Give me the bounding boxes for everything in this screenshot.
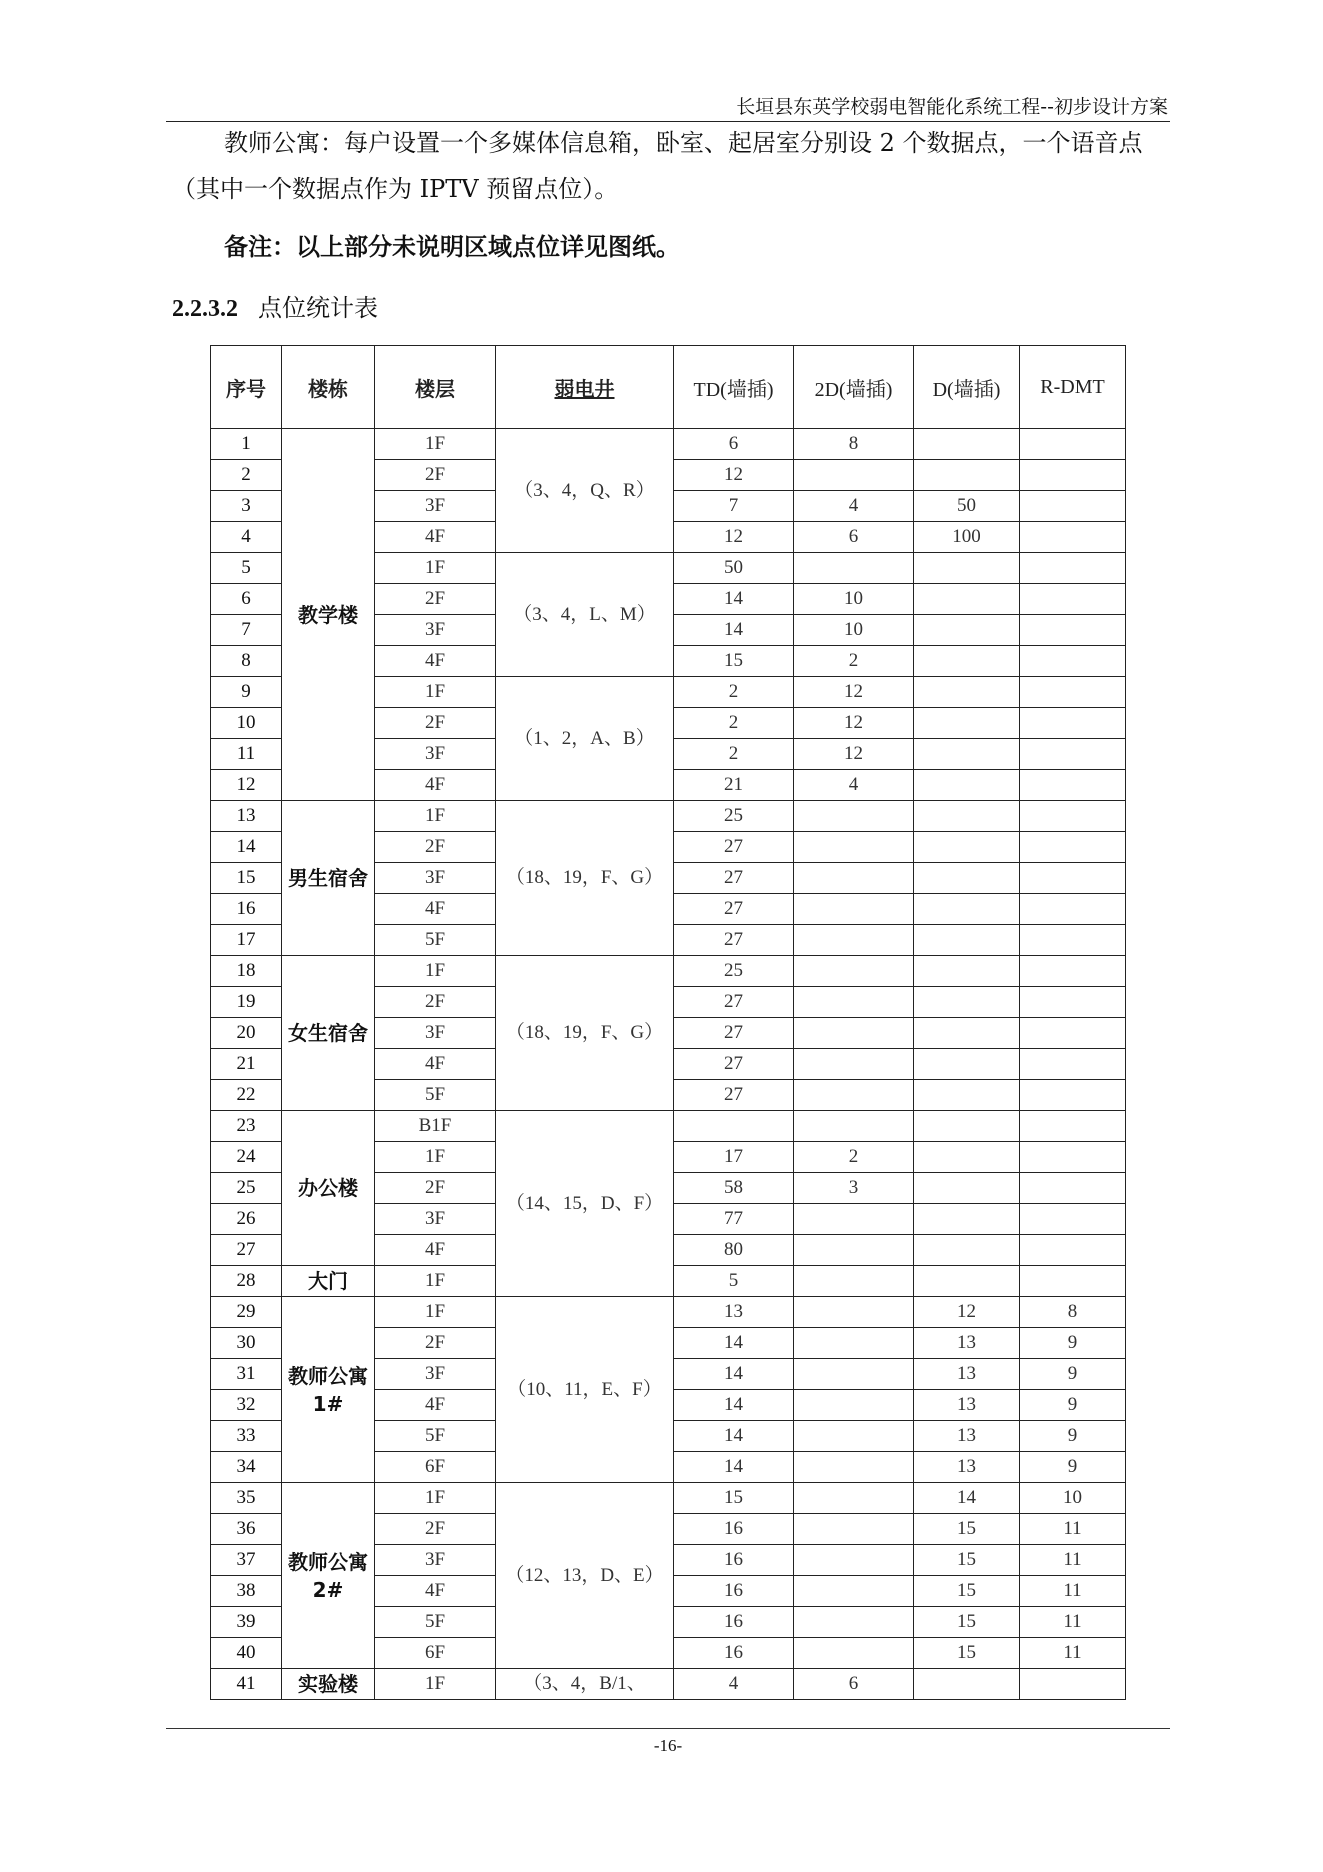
cell-2d: 6 — [794, 1669, 914, 1700]
cell-d: 13 — [914, 1390, 1020, 1421]
cell-index: 2 — [211, 460, 282, 491]
cell-floor: B1F — [375, 1111, 496, 1142]
cell-floor: 5F — [375, 1421, 496, 1452]
cell-td: 27 — [674, 1018, 794, 1049]
cell-index: 23 — [211, 1111, 282, 1142]
cell-2d — [794, 1483, 914, 1514]
cell-rdmt — [1020, 584, 1126, 615]
cell-rdmt — [1020, 1142, 1126, 1173]
cell-td: 16 — [674, 1638, 794, 1669]
cell-shaft: （18、19，F、G） — [496, 956, 674, 1111]
cell-d — [914, 460, 1020, 491]
cell-2d — [794, 1235, 914, 1266]
table-row — [211, 1111, 1126, 1142]
cell-floor: 3F — [375, 739, 496, 770]
cell-td: 14 — [674, 1452, 794, 1483]
cell-td: 15 — [674, 646, 794, 677]
cell-td: 27 — [674, 863, 794, 894]
cell-d — [914, 1235, 1020, 1266]
cell-index: 8 — [211, 646, 282, 677]
cell-floor: 5F — [375, 1080, 496, 1111]
cell-index: 38 — [211, 1576, 282, 1607]
cell-rdmt — [1020, 1669, 1126, 1700]
cell-2d — [794, 1421, 914, 1452]
cell-index: 19 — [211, 987, 282, 1018]
cell-shaft: （3、4，L、M） — [496, 553, 674, 677]
cell-d — [914, 770, 1020, 801]
cell-td: 6 — [674, 429, 794, 460]
cell-td: 14 — [674, 1328, 794, 1359]
cell-rdmt — [1020, 1266, 1126, 1297]
cell-building: 办公楼 — [282, 1111, 375, 1266]
cell-d: 14 — [914, 1483, 1020, 1514]
header-rdmt: R-DMT — [1020, 346, 1126, 429]
cell-index: 17 — [211, 925, 282, 956]
cell-floor: 4F — [375, 1235, 496, 1266]
cell-d — [914, 615, 1020, 646]
cell-rdmt — [1020, 1235, 1126, 1266]
cell-d — [914, 1669, 1020, 1700]
cell-2d: 12 — [794, 708, 914, 739]
cell-rdmt — [1020, 1080, 1126, 1111]
cell-td: 80 — [674, 1235, 794, 1266]
cell-td: 14 — [674, 1421, 794, 1452]
cell-2d — [794, 956, 914, 987]
cell-d — [914, 801, 1020, 832]
cell-rdmt — [1020, 863, 1126, 894]
cell-floor: 3F — [375, 1204, 496, 1235]
cell-building: 实验楼 — [282, 1669, 375, 1700]
cell-rdmt: 10 — [1020, 1483, 1126, 1514]
cell-rdmt: 9 — [1020, 1359, 1126, 1390]
cell-index: 36 — [211, 1514, 282, 1545]
cell-index: 21 — [211, 1049, 282, 1080]
cell-rdmt — [1020, 987, 1126, 1018]
table-row — [211, 1669, 1126, 1700]
cell-d: 12 — [914, 1297, 1020, 1328]
cell-floor: 1F — [375, 1483, 496, 1514]
cell-2d — [794, 987, 914, 1018]
table-body — [211, 429, 1126, 1700]
cell-index: 20 — [211, 1018, 282, 1049]
cell-floor: 4F — [375, 1049, 496, 1080]
page-header: 长垣县东英学校弱电智能化系统工程--初步设计方案 — [736, 96, 1168, 118]
cell-index: 16 — [211, 894, 282, 925]
cell-rdmt: 11 — [1020, 1638, 1126, 1669]
cell-index: 26 — [211, 1204, 282, 1235]
cell-2d: 10 — [794, 584, 914, 615]
cell-floor: 1F — [375, 1669, 496, 1700]
cell-d: 15 — [914, 1638, 1020, 1669]
paragraph-remark: 备注：以上部分未说明区域点位详见图纸。 — [224, 232, 680, 261]
cell-rdmt — [1020, 770, 1126, 801]
cell-td: 2 — [674, 708, 794, 739]
header-td: TD(墙插) — [674, 346, 794, 429]
point-statistics-table — [210, 345, 1126, 1700]
header-shaft — [496, 346, 674, 429]
cell-index: 32 — [211, 1390, 282, 1421]
cell-td: 27 — [674, 1049, 794, 1080]
cell-floor: 4F — [375, 646, 496, 677]
cell-rdmt — [1020, 925, 1126, 956]
cell-floor: 2F — [375, 1514, 496, 1545]
cell-index: 39 — [211, 1607, 282, 1638]
cell-floor: 4F — [375, 770, 496, 801]
cell-rdmt: 9 — [1020, 1452, 1126, 1483]
table-row — [211, 956, 1126, 987]
cell-d — [914, 956, 1020, 987]
cell-index: 6 — [211, 584, 282, 615]
cell-td: 77 — [674, 1204, 794, 1235]
cell-floor: 1F — [375, 553, 496, 584]
cell-td: 27 — [674, 987, 794, 1018]
cell-rdmt — [1020, 1204, 1126, 1235]
page-number: -16- — [653, 1736, 683, 1755]
cell-td: 15 — [674, 1483, 794, 1514]
cell-2d — [794, 1204, 914, 1235]
cell-floor: 3F — [375, 863, 496, 894]
cell-td: 12 — [674, 522, 794, 553]
cell-rdmt — [1020, 832, 1126, 863]
cell-floor: 6F — [375, 1638, 496, 1669]
cell-td: 2 — [674, 677, 794, 708]
cell-floor: 3F — [375, 1545, 496, 1576]
cell-td: 25 — [674, 956, 794, 987]
cell-index: 34 — [211, 1452, 282, 1483]
cell-building: 女生宿舍 — [282, 956, 375, 1111]
cell-d: 100 — [914, 522, 1020, 553]
cell-d: 15 — [914, 1576, 1020, 1607]
cell-index: 35 — [211, 1483, 282, 1514]
cell-td: 12 — [674, 460, 794, 491]
cell-index: 27 — [211, 1235, 282, 1266]
cell-d: 13 — [914, 1359, 1020, 1390]
cell-rdmt — [1020, 615, 1126, 646]
cell-d — [914, 708, 1020, 739]
cell-2d — [794, 1514, 914, 1545]
cell-2d — [794, 1545, 914, 1576]
cell-index: 24 — [211, 1142, 282, 1173]
cell-2d — [794, 801, 914, 832]
cell-d — [914, 1204, 1020, 1235]
cell-rdmt: 9 — [1020, 1421, 1126, 1452]
cell-floor: 3F — [375, 1018, 496, 1049]
cell-floor: 1F — [375, 677, 496, 708]
cell-index: 5 — [211, 553, 282, 584]
cell-2d: 6 — [794, 522, 914, 553]
cell-index: 10 — [211, 708, 282, 739]
cell-index: 14 — [211, 832, 282, 863]
cell-floor: 4F — [375, 894, 496, 925]
cell-2d — [794, 1452, 914, 1483]
cell-building: 男生宿舍 — [282, 801, 375, 956]
cell-td: 2 — [674, 739, 794, 770]
cell-td: 50 — [674, 553, 794, 584]
cell-floor: 4F — [375, 1576, 496, 1607]
cell-index: 30 — [211, 1328, 282, 1359]
cell-2d — [794, 1018, 914, 1049]
cell-td: 14 — [674, 1390, 794, 1421]
cell-floor: 2F — [375, 584, 496, 615]
cell-rdmt — [1020, 956, 1126, 987]
cell-td: 16 — [674, 1514, 794, 1545]
cell-d — [914, 925, 1020, 956]
cell-floor: 4F — [375, 1390, 496, 1421]
section-title: 点位统计表 — [258, 294, 378, 322]
cell-td: 16 — [674, 1607, 794, 1638]
cell-td: 7 — [674, 491, 794, 522]
cell-d — [914, 739, 1020, 770]
header-floor: 楼层 — [375, 346, 496, 429]
cell-2d — [794, 1297, 914, 1328]
cell-2d — [794, 925, 914, 956]
cell-building: 教师公寓 1# — [282, 1297, 375, 1483]
cell-td: 27 — [674, 832, 794, 863]
cell-index: 9 — [211, 677, 282, 708]
cell-td: 16 — [674, 1545, 794, 1576]
cell-floor: 2F — [375, 987, 496, 1018]
cell-index: 33 — [211, 1421, 282, 1452]
cell-rdmt: 11 — [1020, 1545, 1126, 1576]
cell-d — [914, 1018, 1020, 1049]
cell-rdmt — [1020, 801, 1126, 832]
cell-td: 25 — [674, 801, 794, 832]
cell-index: 22 — [211, 1080, 282, 1111]
cell-floor: 2F — [375, 708, 496, 739]
cell-td: 27 — [674, 925, 794, 956]
header-2d: 2D(墙插) — [794, 346, 914, 429]
cell-floor: 1F — [375, 1266, 496, 1297]
cell-rdmt — [1020, 429, 1126, 460]
cell-2d: 4 — [794, 770, 914, 801]
cell-rdmt — [1020, 894, 1126, 925]
header-shaft-label: 弱电井 — [554, 376, 615, 401]
cell-index: 40 — [211, 1638, 282, 1669]
cell-rdmt: 11 — [1020, 1607, 1126, 1638]
cell-shaft: （3、4，B/1、 — [496, 1669, 674, 1700]
cell-rdmt: 9 — [1020, 1328, 1126, 1359]
cell-td: 21 — [674, 770, 794, 801]
cell-td: 27 — [674, 1080, 794, 1111]
cell-d — [914, 1111, 1020, 1142]
cell-rdmt: 11 — [1020, 1514, 1126, 1545]
cell-shaft: （18、19，F、G） — [496, 801, 674, 956]
cell-2d — [794, 832, 914, 863]
cell-2d — [794, 1049, 914, 1080]
cell-2d — [794, 1328, 914, 1359]
cell-d — [914, 987, 1020, 1018]
cell-d: 13 — [914, 1328, 1020, 1359]
cell-index: 7 — [211, 615, 282, 646]
cell-index: 25 — [211, 1173, 282, 1204]
cell-2d: 3 — [794, 1173, 914, 1204]
cell-td — [674, 1111, 794, 1142]
cell-rdmt — [1020, 1049, 1126, 1080]
cell-floor: 3F — [375, 491, 496, 522]
cell-2d: 2 — [794, 646, 914, 677]
cell-floor: 5F — [375, 925, 496, 956]
cell-d — [914, 646, 1020, 677]
cell-shaft: （1、2，A、B） — [496, 677, 674, 801]
cell-2d — [794, 460, 914, 491]
cell-d: 13 — [914, 1452, 1020, 1483]
cell-d — [914, 894, 1020, 925]
cell-d — [914, 584, 1020, 615]
cell-d — [914, 863, 1020, 894]
table-row — [211, 801, 1126, 832]
cell-2d — [794, 1080, 914, 1111]
cell-floor: 2F — [375, 1328, 496, 1359]
cell-d: 15 — [914, 1514, 1020, 1545]
cell-td: 5 — [674, 1266, 794, 1297]
cell-2d: 12 — [794, 739, 914, 770]
cell-td: 14 — [674, 584, 794, 615]
cell-floor: 1F — [375, 956, 496, 987]
cell-d — [914, 1142, 1020, 1173]
table-row — [211, 1297, 1126, 1328]
cell-floor: 2F — [375, 1173, 496, 1204]
cell-2d — [794, 863, 914, 894]
header-index: 序号 — [211, 346, 282, 429]
cell-d — [914, 677, 1020, 708]
cell-rdmt — [1020, 1173, 1126, 1204]
cell-2d — [794, 1638, 914, 1669]
cell-rdmt — [1020, 646, 1126, 677]
cell-index: 12 — [211, 770, 282, 801]
cell-2d — [794, 553, 914, 584]
cell-d: 50 — [914, 491, 1020, 522]
cell-2d — [794, 1266, 914, 1297]
cell-d: 15 — [914, 1607, 1020, 1638]
cell-shaft: （10、11，E、F） — [496, 1297, 674, 1483]
cell-td: 58 — [674, 1173, 794, 1204]
cell-index: 28 — [211, 1266, 282, 1297]
cell-index: 29 — [211, 1297, 282, 1328]
cell-shaft: （14、15，D、F） — [496, 1111, 674, 1297]
cell-floor: 3F — [375, 615, 496, 646]
cell-floor: 1F — [375, 1142, 496, 1173]
cell-d — [914, 553, 1020, 584]
cell-rdmt — [1020, 739, 1126, 770]
cell-d — [914, 429, 1020, 460]
header-building: 楼栋 — [282, 346, 375, 429]
cell-td: 14 — [674, 615, 794, 646]
cell-td: 27 — [674, 894, 794, 925]
cell-index: 11 — [211, 739, 282, 770]
cell-2d — [794, 1607, 914, 1638]
cell-2d — [794, 894, 914, 925]
cell-building: 大门 — [282, 1266, 375, 1297]
cell-2d: 12 — [794, 677, 914, 708]
table-row — [211, 1483, 1126, 1514]
cell-floor: 4F — [375, 522, 496, 553]
cell-2d — [794, 1111, 914, 1142]
cell-rdmt — [1020, 553, 1126, 584]
table-header-row — [211, 346, 1126, 429]
cell-rdmt — [1020, 708, 1126, 739]
section-heading — [172, 288, 378, 323]
cell-index: 13 — [211, 801, 282, 832]
cell-2d: 10 — [794, 615, 914, 646]
cell-index: 15 — [211, 863, 282, 894]
cell-index: 31 — [211, 1359, 282, 1390]
cell-rdmt: 11 — [1020, 1576, 1126, 1607]
cell-rdmt — [1020, 677, 1126, 708]
cell-floor: 1F — [375, 801, 496, 832]
cell-td: 13 — [674, 1297, 794, 1328]
cell-floor: 3F — [375, 1359, 496, 1390]
cell-2d — [794, 1390, 914, 1421]
cell-index: 4 — [211, 522, 282, 553]
footer-divider — [166, 1728, 1170, 1729]
cell-td: 17 — [674, 1142, 794, 1173]
cell-floor: 1F — [375, 1297, 496, 1328]
cell-d: 15 — [914, 1545, 1020, 1576]
cell-rdmt: 9 — [1020, 1390, 1126, 1421]
cell-d — [914, 1173, 1020, 1204]
cell-2d: 2 — [794, 1142, 914, 1173]
cell-index: 3 — [211, 491, 282, 522]
cell-index: 18 — [211, 956, 282, 987]
cell-floor: 6F — [375, 1452, 496, 1483]
cell-d — [914, 1266, 1020, 1297]
cell-index: 41 — [211, 1669, 282, 1700]
cell-td: 4 — [674, 1669, 794, 1700]
cell-rdmt — [1020, 491, 1126, 522]
cell-rdmt — [1020, 460, 1126, 491]
cell-d — [914, 1080, 1020, 1111]
cell-2d — [794, 1359, 914, 1390]
cell-rdmt — [1020, 1111, 1126, 1142]
cell-index: 1 — [211, 429, 282, 460]
cell-2d — [794, 1576, 914, 1607]
cell-d: 13 — [914, 1421, 1020, 1452]
cell-d — [914, 1049, 1020, 1080]
cell-shaft: （3、4，Q、R） — [496, 429, 674, 553]
cell-floor: 2F — [375, 832, 496, 863]
cell-rdmt — [1020, 1018, 1126, 1049]
cell-2d: 4 — [794, 491, 914, 522]
cell-2d: 8 — [794, 429, 914, 460]
section-number: 2.2.3.2 — [172, 296, 238, 322]
table-row — [211, 429, 1126, 460]
cell-td: 16 — [674, 1576, 794, 1607]
cell-rdmt: 8 — [1020, 1297, 1126, 1328]
cell-td: 14 — [674, 1359, 794, 1390]
cell-floor: 5F — [375, 1607, 496, 1638]
header-d: D(墙插) — [914, 346, 1020, 429]
cell-building: 教师公寓 2# — [282, 1483, 375, 1669]
cell-floor: 2F — [375, 460, 496, 491]
cell-floor: 1F — [375, 429, 496, 460]
paragraph-teacher-apartment: 教师公寓：每户设置一个多媒体信息箱，卧室、起居室分别设 2 个数据点，一个语音点（其中一个数据点作为 IPTV 预留点位）。 — [172, 129, 1143, 203]
cell-building: 教学楼 — [282, 429, 375, 801]
cell-d — [914, 832, 1020, 863]
cell-rdmt — [1020, 522, 1126, 553]
cell-index: 37 — [211, 1545, 282, 1576]
cell-shaft: （12、13，D、E） — [496, 1483, 674, 1669]
